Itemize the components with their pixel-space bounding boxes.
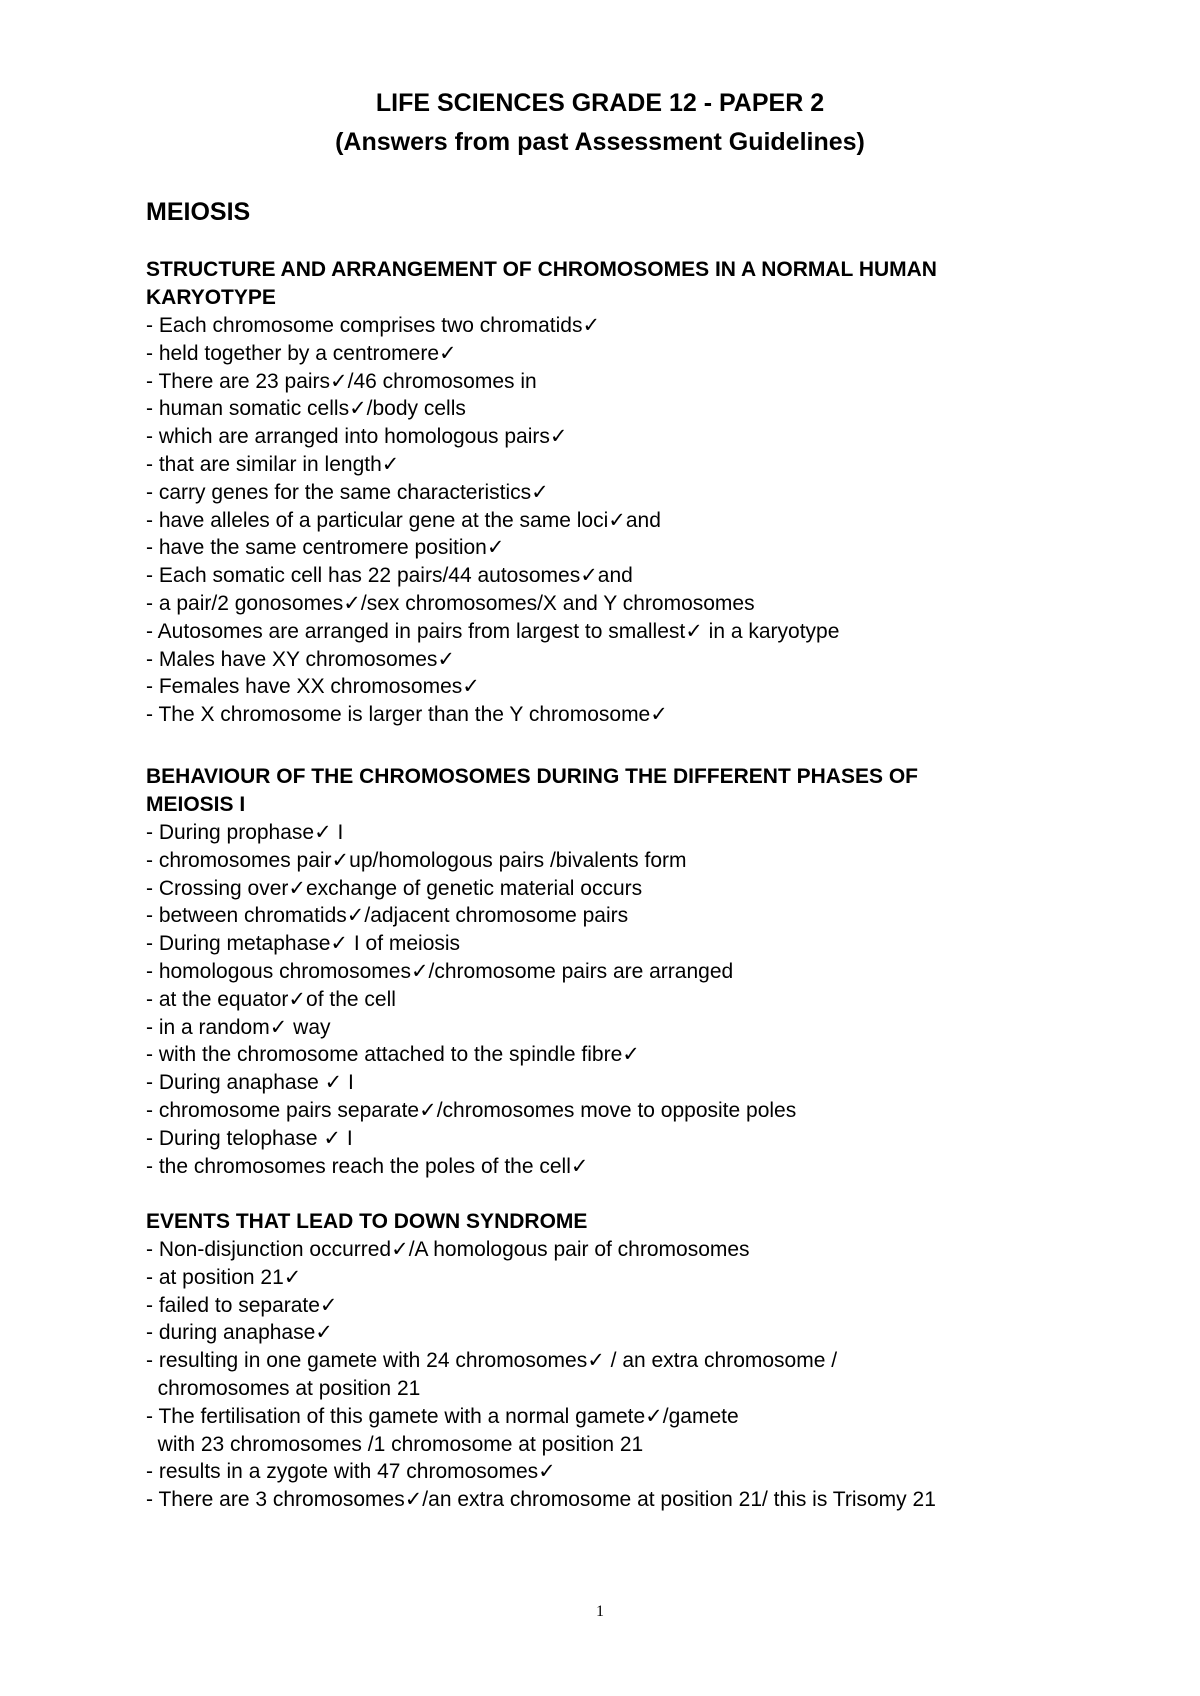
answer-line: - at the equator✓of the cell (146, 987, 396, 1011)
section-down-syndrome (146, 1208, 1086, 1514)
answer-line: chromosomes at position 21 (146, 1376, 421, 1400)
answer-line: - at position 21✓ (146, 1265, 302, 1289)
answer-line: - There are 3 chromosomes✓/an extra chromosome at position 21/ this is Trisomy 21 (146, 1488, 936, 1512)
main-heading-meiosis: MEIOSIS (146, 198, 251, 226)
answer-line: - Each chromosome comprises two chromatids✓ (146, 314, 601, 337)
answer-line: - During anaphase ✓ I (146, 1071, 354, 1095)
answer-line: - There are 23 pairs✓/46 chromosomes in (146, 369, 537, 393)
section-heading-line: EVENTS THAT LEAD TO DOWN SYNDROME (146, 1210, 588, 1233)
answer-line: - the chromosomes reach the poles of the cell✓ (146, 1154, 589, 1178)
section-meiosis-phases (146, 763, 1086, 1180)
section-karyotype (146, 256, 1086, 729)
answer-line: - during anaphase✓ (146, 1321, 333, 1345)
answer-line: - During prophase✓ I (146, 821, 344, 844)
answer-line: - Females have XX chromosomes✓ (146, 675, 480, 699)
answer-line: - have the same centromere position✓ (146, 536, 505, 560)
answer-line: - chromosome pairs separate✓/chromosomes move to opposite poles (146, 1098, 797, 1122)
answer-line: - Males have XY chromosomes✓ (146, 647, 455, 671)
answer-line: - in a random✓ way (146, 1015, 331, 1039)
answer-line: - Crossing over✓exchange of genetic material occurs (146, 876, 643, 900)
answer-line: - held together by a centromere✓ (146, 341, 457, 365)
answer-list (146, 312, 1086, 729)
answer-line: with 23 chromosomes /1 chromosome at position 21 (146, 1432, 644, 1456)
answer-line: - human somatic cells✓/body cells (146, 397, 466, 421)
answer-line: - that are similar in length✓ (146, 452, 400, 476)
answer-line: - resulting in one gamete with 24 chromosomes✓ / an extra chromosome / (146, 1349, 838, 1373)
answer-line: - The X chromosome is larger than the Y chromosome✓ (146, 703, 668, 727)
page-number: 1 (596, 1603, 604, 1620)
answer-line: - have alleles of a particular gene at the same loci✓and (146, 508, 661, 532)
section-heading-line: MEIOSIS I (146, 793, 246, 816)
answer-line: - Autosomes are arranged in pairs from largest to smallest✓ in a karyotype (146, 619, 840, 643)
answer-line: - During metaphase✓ I of meiosis (146, 932, 461, 956)
answer-line: - The fertilisation of this gamete with a normal gamete✓/gamete (146, 1404, 739, 1428)
document-title-line-2: (Answers from past Assessment Guidelines) (335, 128, 865, 156)
answer-line: - During telophase ✓ I (146, 1126, 353, 1150)
section-heading-line: STRUCTURE AND ARRANGEMENT OF CHROMOSOMES IN A NORMAL HUMAN (146, 258, 937, 281)
answer-line: - Non-disjunction occurred✓/A homologous pair of chromosomes (146, 1238, 750, 1261)
answer-line: - carry genes for the same characteristics✓ (146, 480, 549, 504)
section-heading-line: KARYOTYPE (146, 286, 276, 309)
answer-line: - Each somatic cell has 22 pairs/44 autosomes✓and (146, 564, 633, 588)
answer-line: - failed to separate✓ (146, 1293, 338, 1317)
answer-line: - with the chromosome attached to the spindle fibre✓ (146, 1043, 640, 1067)
answer-line: - homologous chromosomes✓/chromosome pairs are arranged (146, 959, 734, 983)
answer-list (146, 819, 1086, 1180)
answer-line: - chromosomes pair✓up/homologous pairs /bivalents form (146, 848, 687, 872)
answer-line: - between chromatids✓/adjacent chromosome pairs (146, 904, 629, 928)
answer-list (146, 1236, 1086, 1514)
document-title-line-1: LIFE SCIENCES GRADE 12 - PAPER 2 (375, 89, 825, 117)
answer-line: - results in a zygote with 47 chromosomes✓ (146, 1460, 556, 1484)
section-heading-line: BEHAVIOUR OF THE CHROMOSOMES DURING THE DIFFERENT PHASES OF (146, 765, 918, 788)
answer-line: - which are arranged into homologous pairs✓ (146, 425, 568, 449)
answer-line: - a pair/2 gonosomes✓/sex chromosomes/X and Y chromosomes (146, 591, 755, 615)
